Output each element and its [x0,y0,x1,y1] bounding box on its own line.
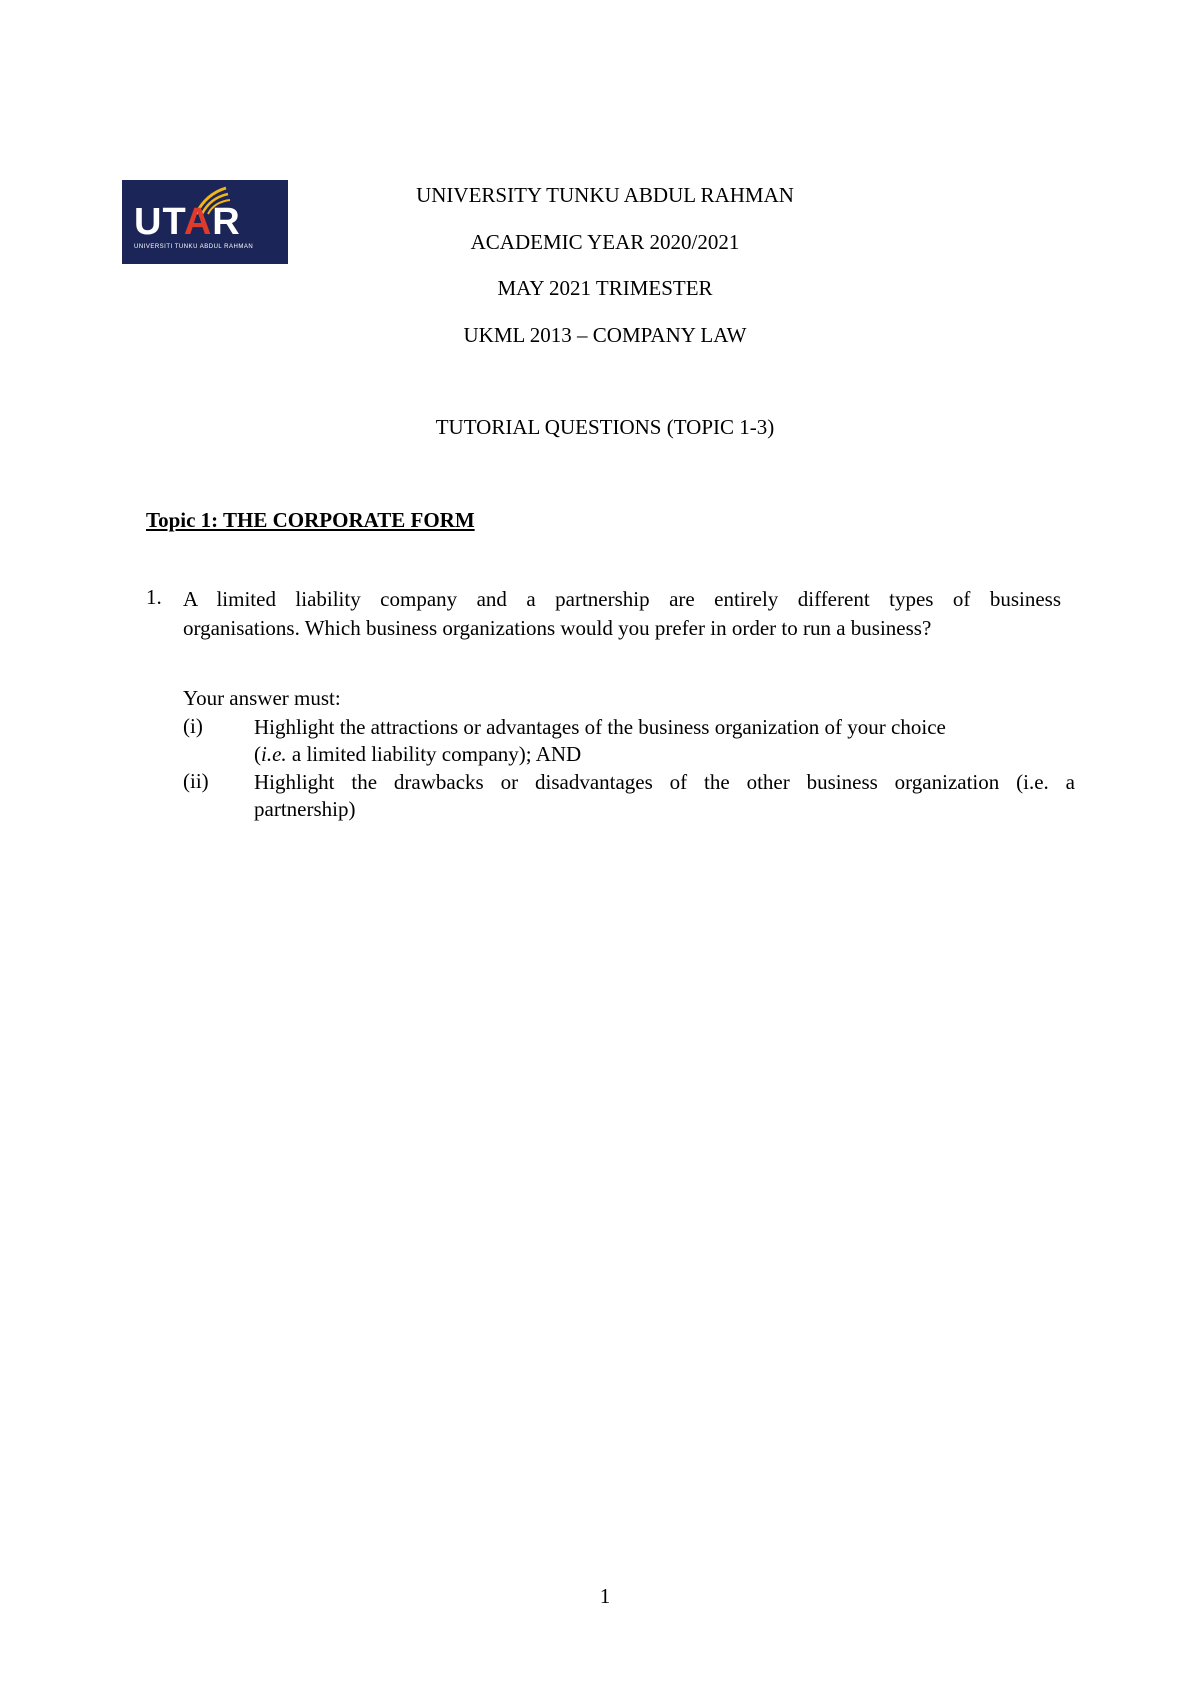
trimester: MAY 2021 TRIMESTER [497,276,713,300]
course-title: UKML 2013 – COMPANY LAW [463,323,747,347]
item-line-2: partnership) [254,797,356,821]
logo-subtitle: UNIVERSITI TUNKU ABDUL RAHMAN [134,244,254,250]
question-line-1: A limited liability company and a partnership are entirely different types of business [183,587,1061,611]
item-open-paren: ( [254,742,261,766]
item-label: (i) [183,714,203,738]
item-line-1: Highlight the drawbacks or disadvantages of the other business organization (i.e. a [254,770,1075,794]
question-text [183,585,1061,643]
ie-abbrev: i.e. [261,742,287,766]
question-line-2: organisations. Which business organizations would you prefer in order to run a business? [183,616,932,640]
item-text [254,714,1075,768]
item-line-2: a limited liability company); AND [286,742,582,766]
answer-intro: Your answer must: [183,686,341,710]
page-number: 1 [599,1584,611,1608]
item-line-1: Highlight the attractions or advantages of the business organization of your choice [254,715,946,739]
academic-year: ACADEMIC YEAR 2020/2021 [470,230,740,254]
item-text [254,769,1075,823]
document-title: TUTORIAL QUESTIONS (TOPIC 1-3) [435,415,775,439]
question-number: 1. [146,585,162,609]
item-label: (ii) [183,769,209,793]
university-name: UNIVERSITY TUNKU ABDUL RAHMAN [416,183,794,207]
logo-wordmark: UTAR [134,201,241,243]
topic-heading: Topic 1: THE CORPORATE FORM [146,508,475,532]
